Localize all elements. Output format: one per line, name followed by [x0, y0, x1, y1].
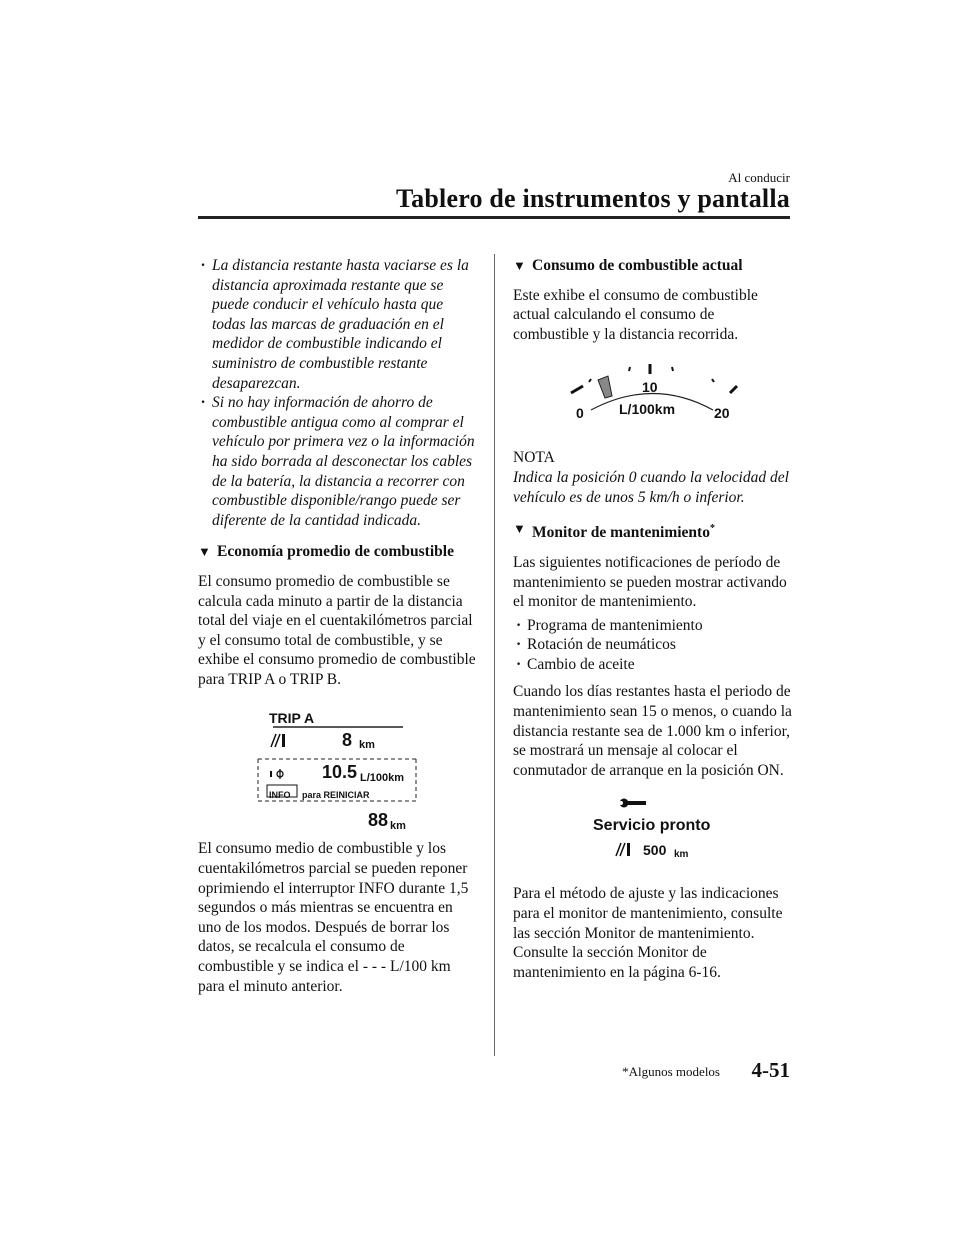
- column-divider: [494, 254, 495, 1056]
- heading-current-consumption: ▼ Consumo de combustible actual: [513, 257, 743, 274]
- consumption-gauge-illustration: [513, 362, 793, 434]
- avg-consumption-unit: L/100km: [360, 772, 405, 785]
- trip-distance: 8: [342, 730, 353, 751]
- some-models-asterisk: *: [709, 523, 715, 535]
- heading-maintenance-monitor: ▼ Monitor de mantenimiento*: [513, 521, 715, 542]
- avg-economy-paragraph: El consumo promedio de combustible se calcula cada minuto a partir de la distancia total del viaje en el cuentakilómetros parcial y el consumo total de combustible, y se exhibe el consumo promedio de combustible para TRIP A o TRIP B.: [198, 572, 476, 688]
- maintenance-paragraph: Las siguientes notificaciones de período de mantenimiento se pueden mostrar activando el monitor de mantenimiento.: [513, 553, 787, 611]
- maintenance-message-paragraph: Cuando los días restantes hasta el periodo de mantenimiento sean 15 o menos, o cuando la distancia restante sea de 1.000 km o inferior, se mostrará un mensaje al colocar el conmutador de arranque en la posición ON.: [513, 683, 792, 779]
- heading-avg-economy: ▼ Economía promedio de combustible: [198, 543, 454, 561]
- bullet-no-economy-info: · Si no hay información de ahorro de combustible antigua como al comprar el vehículo por primera vez o la información ha sido borrada al desconectar los cables de la batería, la distancia a recorrer con combustible disponible/rango puede ser diferente de la cantidad indicada.: [198, 393, 478, 530]
- triangle-marker-icon: ▼: [513, 258, 526, 273]
- info-button-label: INFO: [269, 790, 291, 801]
- note-text: Indica la posición 0 cuando la velocidad del vehículo es de unos 5 km/h o inferior.: [513, 468, 789, 506]
- gauge-max-label: 20: [714, 405, 730, 422]
- gauge-min-label: 0: [576, 405, 584, 422]
- maintenance-item: · Rotación de neumáticos: [513, 635, 793, 655]
- note-title: NOTA: [513, 449, 555, 467]
- trip-label: TRIP A: [269, 710, 315, 727]
- trip-display-figure: [198, 705, 478, 839]
- gauge-mid-label: 10: [642, 379, 658, 396]
- wrench-icon: [619, 799, 646, 808]
- page-title: Tablero de instrumentos y pantalla: [396, 184, 790, 213]
- maintenance-item: · Cambio de aceite: [513, 655, 793, 675]
- current-consumption-paragraph: Este exhibe el consumo de combustible actual calculando el consumo de combustible y la distancia recorrida.: [513, 286, 758, 343]
- left-column: [198, 256, 478, 996]
- right-column: [513, 256, 793, 982]
- consumption-gauge-figure: [513, 362, 793, 434]
- service-message-figure: [513, 784, 793, 884]
- reset-instruction: para REINICIAR: [302, 790, 370, 801]
- avg-consumption-value: 10.5: [322, 762, 358, 783]
- page-number: 4-51: [751, 1058, 790, 1082]
- reset-paragraph: El consumo medio de combustible y los cuentakilómetros parcial se pueden reponer oprimiendo el interruptor INFO durante 1,5 segundos o más mientras se encuentra en uno de los modos. Después de borrar los datos, se recalcula el consumo de combustible y se indica el - - - L/100 km para el minuto anterior.: [198, 840, 469, 995]
- triangle-marker-icon: ▼: [513, 521, 526, 537]
- footer-note: *Algunos modelos: [622, 1064, 720, 1079]
- speaker-icon: [270, 771, 272, 777]
- gauge-unit: L/100km: [619, 401, 676, 418]
- service-distance-unit: km: [674, 849, 689, 861]
- service-distance: 500: [643, 842, 667, 859]
- triangle-marker-icon: ▼: [198, 544, 211, 560]
- range-value: 88: [368, 810, 389, 831]
- bullet-remaining-distance: · La distancia restante hasta vaciarse es la distancia aproximada restante que se puede conducir el vehículo hasta que todas las marcas de graduación en el medidor de combustible indicando el suministro de combustible restante desaparezcan.: [198, 256, 478, 393]
- header-divider: [198, 216, 790, 219]
- page-reference-paragraph: Consulte la sección Monitor de mantenimiento en la página 6-16.: [513, 944, 721, 981]
- fuel-range-icon: [271, 734, 285, 747]
- fuel-range-icon: [616, 843, 630, 856]
- method-paragraph: Para el método de ajuste y las indicaciones para el monitor de mantenimiento, consulte las sección Monitor de mantenimiento.: [513, 885, 783, 942]
- range-unit: km: [390, 820, 406, 833]
- trip-unit: km: [359, 739, 375, 752]
- gauge-needle: [598, 376, 612, 398]
- service-message-text: Servicio pronto: [593, 817, 711, 835]
- section-label: Al conducir: [728, 170, 790, 185]
- maintenance-item: · Programa de mantenimiento: [513, 616, 793, 636]
